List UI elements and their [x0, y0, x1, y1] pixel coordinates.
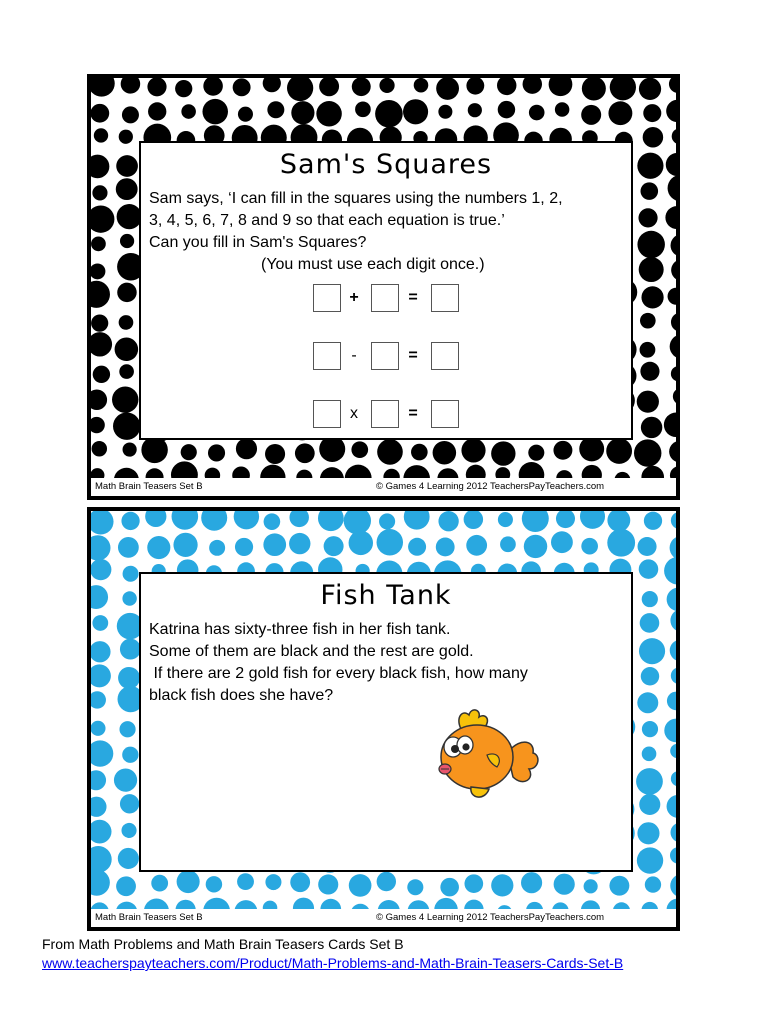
polka-dot	[521, 872, 542, 893]
polka-dot	[664, 557, 676, 585]
polka-dot	[202, 99, 228, 125]
polka-dot	[668, 288, 676, 305]
card-footer	[91, 909, 676, 927]
polka-dot	[208, 444, 225, 461]
polka-dot	[118, 667, 140, 689]
polka-dot	[528, 445, 544, 461]
polka-dot	[351, 441, 368, 458]
polka-dot	[667, 795, 676, 818]
polka-dot	[670, 874, 676, 897]
card-content-panel	[139, 572, 633, 872]
polka-dot	[637, 847, 663, 873]
polka-dot	[318, 874, 338, 894]
polka-dot	[324, 536, 344, 556]
goldfish-icon	[431, 707, 543, 803]
question-line: 3, 4, 5, 6, 7, 8 and 9 so that each equation is true.’	[149, 212, 505, 229]
polka-dot	[379, 78, 394, 93]
polka-dot	[116, 178, 138, 200]
polka-dot	[671, 259, 676, 281]
polka-dot	[671, 313, 676, 332]
card-footer	[91, 478, 676, 496]
polka-dot	[610, 78, 636, 100]
polka-dot	[91, 332, 112, 356]
polka-dot	[644, 512, 662, 530]
polka-dot	[91, 770, 106, 790]
polka-dot	[670, 847, 676, 863]
answer-square[interactable]	[431, 284, 459, 312]
polka-dot	[122, 106, 139, 123]
answer-square[interactable]	[431, 342, 459, 370]
polka-dot	[671, 667, 676, 684]
polka-dot	[92, 185, 107, 200]
polka-dot	[120, 234, 134, 248]
polka-dot	[500, 536, 516, 552]
polka-dot	[640, 613, 660, 633]
polka-dot	[670, 609, 676, 632]
answer-square[interactable]	[371, 342, 399, 370]
polka-dot	[92, 615, 108, 631]
polka-dot	[122, 747, 138, 763]
minus-operator: -	[351, 347, 357, 364]
polka-dot	[671, 823, 676, 843]
equals-sign: =	[408, 289, 418, 306]
polka-dot	[670, 334, 676, 358]
polka-dot	[177, 870, 200, 893]
answer-square[interactable]	[313, 342, 341, 370]
polka-dot	[641, 182, 659, 200]
polka-dot	[349, 531, 373, 555]
polka-dot	[642, 721, 658, 737]
plus-operator: +	[349, 289, 359, 306]
polka-dot	[670, 744, 676, 758]
polka-dot	[91, 417, 105, 433]
polka-dot	[91, 740, 113, 766]
polka-dot	[91, 205, 114, 232]
polka-dot	[636, 768, 663, 795]
polka-dot	[116, 876, 136, 896]
answer-square[interactable]	[431, 400, 459, 428]
polka-dot	[94, 128, 108, 142]
polka-dot	[119, 130, 133, 144]
polka-dot	[607, 511, 630, 532]
polka-dot	[408, 538, 426, 556]
polka-dot	[319, 78, 339, 96]
answer-square[interactable]	[371, 400, 399, 428]
question-line: Sam says, ‘I can fill in the squares using the numbers 1, 2,	[149, 190, 563, 207]
polka-dot	[671, 771, 676, 786]
polka-dot	[640, 313, 656, 329]
polka-dot	[344, 511, 371, 534]
polka-dot	[671, 234, 676, 256]
card-question-text	[149, 188, 623, 276]
polka-dot	[637, 692, 658, 713]
polka-dot	[645, 876, 661, 892]
polka-dot	[606, 438, 632, 464]
polka-dot	[119, 364, 134, 379]
polka-dot	[265, 444, 285, 464]
question-line: black fish does she have?	[149, 687, 334, 704]
polka-dot	[667, 692, 676, 711]
polka-dot	[642, 747, 657, 762]
answer-square[interactable]	[313, 400, 341, 428]
card-sams-squares	[87, 74, 680, 500]
polka-dot	[148, 102, 166, 120]
polka-dot	[115, 338, 139, 362]
polka-dot	[670, 536, 676, 560]
polka-dot	[233, 78, 251, 96]
polka-dot	[147, 536, 170, 559]
polka-dot	[584, 879, 598, 893]
card-content-panel	[139, 141, 633, 440]
polka-dot	[640, 362, 659, 381]
polka-dot	[91, 797, 107, 817]
polka-dot	[92, 441, 107, 456]
polka-dot	[522, 511, 549, 532]
polka-dot	[291, 101, 314, 124]
polka-dot	[237, 873, 254, 890]
equals-sign: =	[408, 405, 418, 422]
polka-dot	[181, 104, 196, 119]
polka-dot	[529, 105, 545, 121]
polka-dot	[639, 794, 660, 815]
polka-dot	[379, 513, 395, 529]
polka-dot	[238, 107, 253, 122]
polka-dot	[639, 559, 659, 579]
times-operator: x	[350, 405, 358, 422]
polka-dot	[377, 529, 403, 555]
polka-dot	[464, 511, 483, 529]
polka-dot	[639, 257, 664, 282]
polka-dot	[579, 436, 604, 461]
polka-dot	[355, 101, 371, 117]
polka-dot	[377, 872, 396, 891]
footer-set-label: Math Brain Teasers Set B	[95, 481, 203, 492]
polka-dot	[673, 388, 676, 405]
polka-dot	[91, 820, 112, 844]
question-line: Some of them are black and the rest are gold.	[149, 643, 474, 660]
polka-dot	[141, 437, 167, 463]
polka-dot	[123, 442, 137, 456]
polka-dot	[582, 78, 606, 101]
polka-dot	[114, 768, 137, 791]
polka-dot	[639, 78, 661, 100]
polka-dot	[203, 78, 223, 96]
question-note: (You must use each digit once.)	[261, 256, 485, 273]
polka-dot	[91, 559, 111, 580]
polka-dot	[118, 848, 139, 869]
polka-dot	[669, 78, 676, 93]
polka-dot	[609, 876, 629, 896]
polka-dot	[91, 664, 111, 687]
polka-dot	[466, 535, 487, 556]
polka-dot	[637, 153, 663, 179]
polka-dot	[172, 511, 199, 530]
polka-dot	[91, 641, 111, 662]
polka-dot	[264, 513, 281, 530]
answer-square[interactable]	[371, 284, 399, 312]
polka-dot	[669, 441, 676, 463]
polka-dot	[91, 281, 110, 308]
polka-dot	[555, 102, 570, 117]
polka-dot	[91, 315, 108, 332]
polka-dot	[377, 439, 403, 465]
polka-dot	[549, 78, 573, 96]
polka-dot	[491, 441, 515, 465]
polka-dot	[349, 874, 372, 897]
question-line: Katrina has sixty-three fish in her fish tank.	[149, 621, 451, 638]
polka-dot	[151, 875, 168, 892]
polka-dot	[634, 439, 661, 466]
polka-dot	[112, 386, 138, 412]
polka-dot	[267, 101, 284, 118]
polka-dot	[117, 283, 136, 302]
polka-dot	[466, 78, 484, 95]
polka-dot	[236, 438, 257, 459]
polka-dot	[643, 127, 664, 148]
source-caption: From Math Problems and Math Brain Teasers Cards Set B	[42, 936, 404, 952]
polka-dot	[91, 691, 106, 708]
polka-dot	[580, 511, 605, 529]
polka-dot	[556, 511, 575, 528]
polka-dot	[147, 78, 166, 96]
polka-dot	[121, 823, 136, 838]
polka-dot	[316, 101, 341, 126]
polka-dot	[289, 533, 310, 554]
polka-dot	[407, 879, 423, 895]
polka-dot	[91, 511, 114, 535]
polka-dot	[638, 208, 657, 227]
polka-dot	[263, 78, 281, 92]
polka-dot	[433, 441, 457, 465]
polka-dot	[672, 128, 676, 144]
polka-dot	[641, 286, 663, 308]
source-link[interactable]: www.teacherspayteachers.com/Product/Math-Problems-and-Math-Brain-Teasers-Cards-Set-B	[42, 955, 624, 971]
polka-dot	[145, 511, 166, 527]
polka-dot	[553, 441, 572, 460]
polka-dot	[404, 511, 430, 530]
polka-dot	[173, 533, 197, 557]
polka-dot	[637, 231, 664, 258]
polka-dot	[464, 874, 483, 893]
polka-dot	[641, 417, 662, 438]
polka-dot	[352, 78, 371, 96]
polka-dot	[91, 869, 110, 895]
footer-copyright: © Games 4 Learning 2012 TeachersPayTeachers.com	[376, 481, 605, 492]
card-question-text	[149, 619, 623, 707]
polka-dot	[638, 537, 657, 556]
polka-dot	[637, 391, 659, 413]
polka-dot	[91, 389, 107, 410]
polka-dot	[498, 512, 513, 527]
polka-dot	[234, 511, 259, 529]
question-line: If there are 2 gold fish for every black fish, how many	[149, 665, 528, 682]
polka-dot	[201, 511, 227, 531]
polka-dot	[318, 511, 344, 531]
polka-dot	[403, 99, 428, 124]
polka-dot	[122, 591, 136, 605]
polka-dot	[671, 366, 676, 381]
polka-dot	[668, 175, 676, 202]
polka-dot	[209, 540, 225, 556]
card-title: Fish Tank	[320, 580, 452, 611]
polka-dot	[554, 874, 575, 895]
polka-dot	[670, 640, 676, 662]
card-title: Sam's Squares	[279, 149, 493, 180]
polka-dot	[91, 535, 110, 560]
polka-dot	[641, 667, 659, 685]
polka-dot	[113, 412, 140, 439]
polka-dot	[91, 155, 109, 179]
polka-dot	[497, 78, 516, 95]
polka-dot	[468, 103, 482, 117]
polka-dot	[93, 366, 110, 383]
question-line: Can you fill in Sam's Squares?	[149, 234, 367, 251]
polka-dot	[290, 872, 310, 892]
polka-dot	[121, 78, 141, 94]
footer-copyright: © Games 4 Learning 2012 TeachersPayTeachers.com	[376, 912, 605, 923]
polka-dot	[123, 566, 139, 582]
polka-dot	[289, 511, 308, 527]
polka-dot	[414, 78, 429, 92]
polka-dot	[121, 512, 139, 530]
polka-dot	[120, 794, 139, 813]
polka-dot	[436, 78, 459, 100]
polka-dot	[119, 721, 135, 737]
polka-dot	[119, 315, 134, 330]
polka-dot	[116, 155, 138, 177]
polka-dot	[666, 153, 676, 176]
polka-dot	[498, 101, 515, 118]
polka-dot	[91, 263, 105, 279]
polka-dot	[235, 538, 253, 556]
polka-dot	[436, 538, 455, 557]
polka-dot	[120, 639, 141, 660]
polka-dot	[295, 443, 315, 463]
polka-dot	[524, 535, 547, 558]
footer-set-label: Math Brain Teasers Set B	[95, 912, 203, 923]
polka-dot	[640, 342, 656, 358]
answer-square[interactable]	[313, 284, 341, 312]
polka-dot	[263, 533, 286, 556]
polka-dot	[438, 105, 452, 119]
polka-dot	[91, 721, 106, 736]
polka-dot	[265, 874, 281, 890]
polka-dot	[91, 78, 115, 97]
polka-dot	[118, 537, 139, 558]
polka-dot	[664, 413, 676, 438]
polka-dot	[91, 846, 112, 873]
polka-dot	[438, 511, 458, 531]
polka-dot	[642, 591, 658, 607]
polka-dot	[637, 822, 659, 844]
polka-dot	[461, 438, 485, 462]
equals-sign: =	[408, 347, 418, 364]
polka-dot	[491, 874, 513, 896]
polka-dot	[523, 78, 542, 94]
polka-dot	[411, 444, 428, 461]
polka-dot	[581, 538, 598, 555]
polka-dot	[671, 512, 676, 529]
polka-dot	[91, 104, 109, 123]
polka-dot	[581, 105, 601, 125]
polka-dot	[639, 638, 665, 664]
polka-dot	[375, 100, 403, 128]
polka-dot	[551, 531, 573, 553]
polka-dot	[666, 100, 676, 122]
polka-dot	[607, 529, 635, 557]
polka-dot	[175, 80, 192, 97]
polka-dot	[643, 104, 661, 122]
polka-dot	[287, 78, 313, 101]
polka-dot	[440, 878, 459, 897]
polka-dot	[667, 588, 676, 612]
card-fish-tank	[87, 507, 680, 931]
polka-dot	[608, 101, 632, 125]
polka-dot	[664, 719, 676, 743]
polka-dot	[206, 876, 222, 892]
polka-dot	[91, 585, 108, 609]
polka-dot	[665, 206, 676, 229]
polka-dot	[181, 444, 197, 460]
polka-dot	[91, 236, 106, 251]
